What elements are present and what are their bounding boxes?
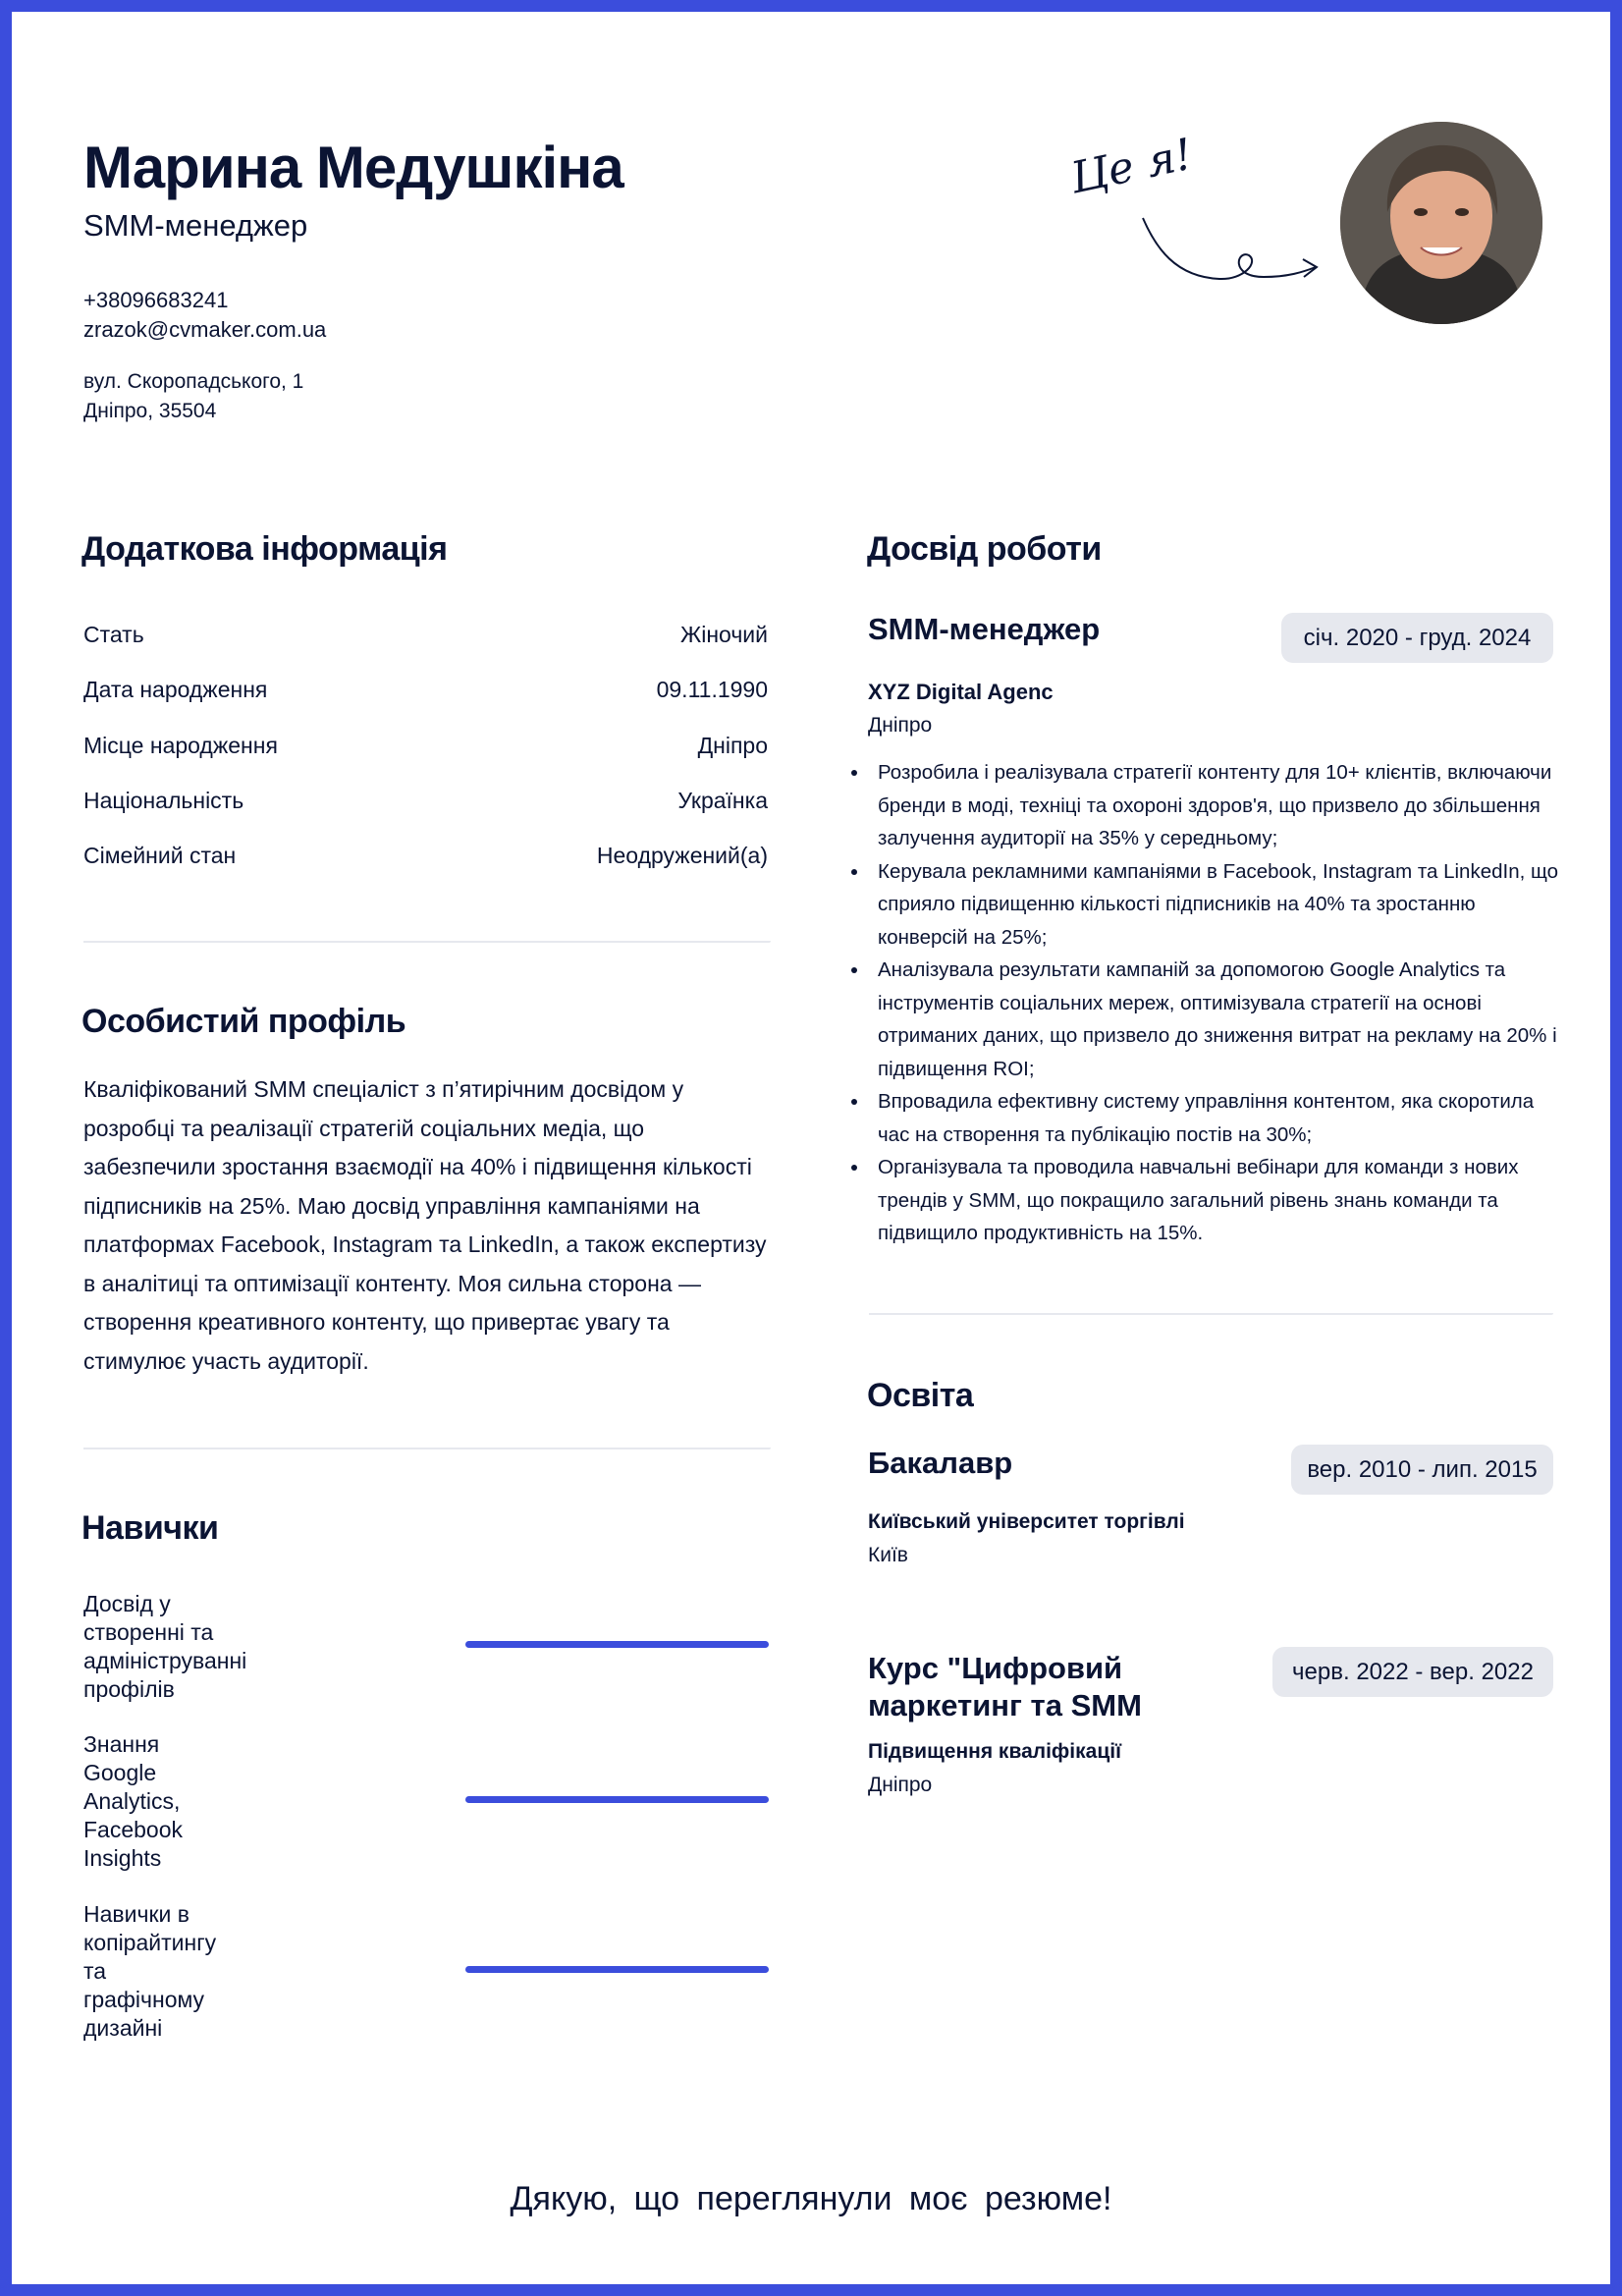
handwritten-note: Це я! [1066,129,1198,204]
profile-title: Особистий профіль [81,1003,406,1040]
info-row-nationality [83,781,768,820]
experience-title: Досвід роботи [867,530,1102,568]
list-item: • Розробила і реалізувала стратегії контенту для 10+ клієнтів, включаючи бренди в моді, техніці та охороні здоров'я, що призвело до збільшення залучення аудиторії на 35% у середньому; [870,756,1567,855]
email-address[interactable]: zrazok@cvmaker.com.ua [83,317,327,342]
info-label: Місце народження [83,732,278,758]
avatar [1340,122,1542,324]
info-value: Українка [677,787,768,813]
list-item: • Організувала та проводила навчальні вебінари для команди з нових трендів у SMM, що покращило загальний рівень знань команди та підвищило продуктивність на 15%. [870,1151,1567,1250]
candidate-name: Марина Медушкіна [83,135,623,200]
additional-info-title: Додаткова інформація [81,530,448,568]
skills-title: Навички [81,1509,219,1547]
phone-number[interactable]: +38096683241 [83,288,229,312]
address-line-1: вул. Скоропадського, 1 [83,370,304,393]
list-item: • Керувала рекламними кампаніями в Facebook, Instagram та LinkedIn, що сприяло підвищенню кількості підписників на 40% та зростанню конверсій на 25%; [870,855,1567,955]
skill-level-bar [465,1796,769,1803]
education-degree: Бакалавр [868,1446,1013,1480]
education-date-range: черв. 2022 - вер. 2022 [1272,1647,1553,1697]
skill-label: Навички в копірайтингу та графічному дизайні [83,1901,217,2041]
section-divider [83,941,771,943]
skill-label: Досвід у створенні та адмініструванні профілів [83,1591,247,1702]
info-row-marital-status [83,836,768,875]
job-date-range: січ. 2020 - груд. 2024 [1281,613,1553,663]
curved-arrow-icon [1131,208,1327,306]
address-line-2: Дніпро, 35504 [83,400,217,422]
education-institution: Київський університет торгівлі [868,1510,1185,1533]
education-city: Дніпро [868,1774,933,1796]
info-row-gender [83,615,768,654]
list-item: • Аналізувала результати кампаній за допомогою Google Analytics та інструментів соціальних мереж, оптимізувала стратегії на основі отриманих даних, що призвело до зниження витрат на рекламу на 20% і підвищення ROI; [870,954,1567,1085]
section-divider [869,1313,1553,1315]
candidate-role: SMM-менеджер [83,208,308,243]
info-label: Стать [83,621,144,647]
education-degree: Курс "Цифровий маркетинг та SMM [868,1651,1142,1722]
education-city: Київ [868,1544,908,1566]
education-institution: Підвищення кваліфікації [868,1740,1121,1763]
info-row-birthplace [83,726,768,765]
job-city: Дніпро [868,714,933,737]
info-value: Неодружений(а) [596,842,768,868]
job-position: SMM-менеджер [868,612,1101,646]
info-row-birthdate [83,670,768,709]
section-divider [83,1448,771,1449]
skill-level-bar [465,1641,769,1648]
list-item: • Впровадила ефективну систему управління контентом, яка скоротила час на створення та публікацію постів на 30%; [870,1085,1567,1151]
thank-you-footer: Дякую, що переглянули моє резюме! [510,2180,1112,2217]
info-label: Сімейний стан [83,842,237,868]
education-title: Освіта [867,1377,974,1414]
skill-level-bar [465,1966,769,1973]
job-achievements-list [854,756,1567,1250]
skill-label: Знання Google Analytics, Facebook Insights [83,1731,184,1871]
info-label: Національність [83,787,244,813]
job-company: XYZ Digital Agenc [868,680,1054,704]
education-date-range: вер. 2010 - лип. 2015 [1291,1445,1553,1495]
profile-photo [1340,122,1542,324]
info-value: Дніпро [697,732,768,758]
info-value: Жіночий [679,621,768,647]
info-label: Дата народження [83,676,268,702]
info-value: 09.11.1990 [656,676,768,702]
profile-text: Кваліфікований SMM спеціаліст з п’ятирічним досвідом у розробці та реалізації стратегій соціальних медіа, що забезпечили зростання взаємодії на 40% і підвищення кількості підписників на 25%. Маю досвід управління кампаніями на платформах Facebook, Instagram та LinkedIn, а також експертизу в аналітиці та оптимізації контенту. Моя сильна сторона — створення креативного контенту, що привертає увагу та стимулює участь аудиторії. [83,1076,767,1374]
